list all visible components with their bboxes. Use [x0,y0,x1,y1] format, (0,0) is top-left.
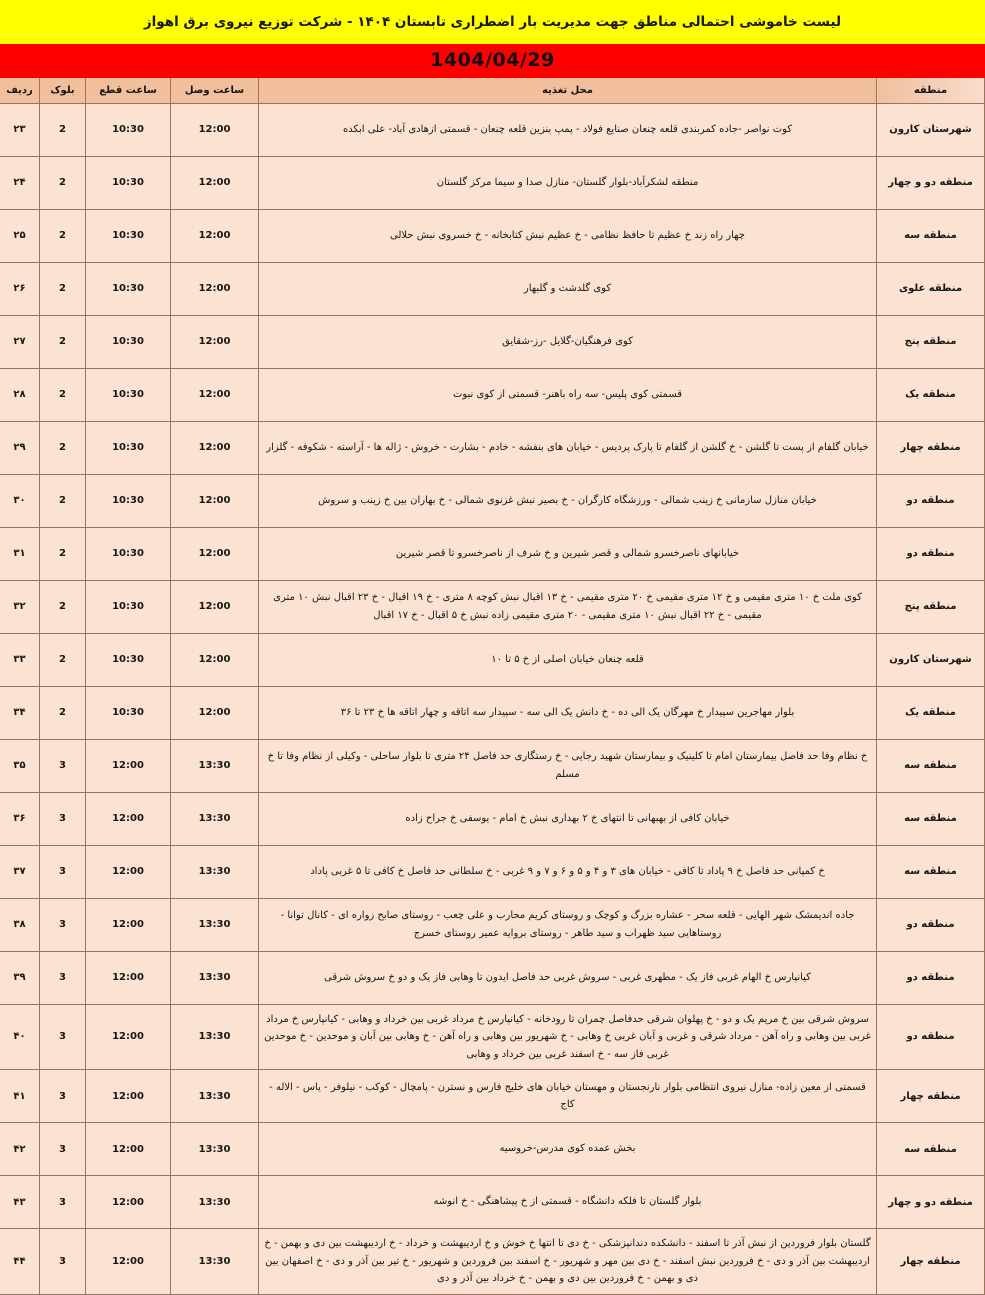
column-header-region: منطقه [877,77,985,103]
table-row [0,421,985,474]
cell-connect-time: 12:00 [171,103,259,156]
cell-row-number: ۲۸ [0,368,40,421]
cell-region: منطقه سه [877,845,985,898]
cell-region: منطقه یک [877,686,985,739]
cell-row-number: ۳۹ [0,951,40,1004]
cell-region: منطقه سه [877,1123,985,1176]
cell-block: 3 [40,739,86,792]
cell-block: 3 [40,1070,86,1123]
cell-cut-time: 10:30 [86,580,171,633]
date-banner [0,44,985,76]
table-row [0,474,985,527]
cell-block: 2 [40,633,86,686]
cell-row-number: ۴۴ [0,1229,40,1295]
column-header-cut-time: ساعت قطع [86,77,171,103]
cell-connect-time: 12:00 [171,421,259,474]
cell-connect-time: 12:00 [171,209,259,262]
table-row [0,1176,985,1229]
cell-block: 3 [40,1229,86,1295]
cell-cut-time: 10:30 [86,315,171,368]
cell-region: منطقه دو [877,527,985,580]
cell-block: 2 [40,156,86,209]
cell-row-number: ۲۳ [0,103,40,156]
table-row [0,739,985,792]
table-row [0,898,985,951]
cell-place: چهار راه زند خ عظیم تا حافظ نظامی - خ عظیم نبش کتابخانه - خ خسروی نبش حلالی [259,209,877,262]
table-row [0,262,985,315]
cell-region: منطقه علوی [877,262,985,315]
cell-connect-time: 12:00 [171,633,259,686]
cell-connect-time: 12:00 [171,474,259,527]
cell-block: 2 [40,315,86,368]
table-row [0,951,985,1004]
cell-block: 3 [40,845,86,898]
cell-connect-time: 13:30 [171,1070,259,1123]
cell-block: 2 [40,580,86,633]
cell-place: قسمتی از معین زاده- منازل نیروی انتظامی بلوار نارنجستان و مهستان خیابان های خلیج فارس و نسترن - پامچال - کوکب - نیلوفر - یاس - الاله - کاج [259,1070,877,1123]
cell-row-number: ۴۰ [0,1004,40,1070]
cell-place: خیابان گلفام از پست تا گلشن - خ گلشن از گلفام تا پارک پردیس - خیابان های بنفشه - خادم - بشارت - خروش - ژاله ها - آراسته - شکوفه - گلزار [259,421,877,474]
table-row [0,156,985,209]
cell-block: 3 [40,1004,86,1070]
cell-block: 3 [40,792,86,845]
cell-region: منطقه دو [877,474,985,527]
cell-cut-time: 12:00 [86,792,171,845]
cell-block: 2 [40,686,86,739]
cell-cut-time: 12:00 [86,1123,171,1176]
cell-row-number: ۳۱ [0,527,40,580]
cell-cut-time: 10:30 [86,421,171,474]
column-header-place: محل تغذیه [259,77,877,103]
outage-table [0,76,985,1295]
cell-connect-time: 12:00 [171,527,259,580]
cell-block: 2 [40,527,86,580]
cell-cut-time: 12:00 [86,1176,171,1229]
table-row [0,686,985,739]
cell-place: بخش عمده کوی مدرس-خروسیه [259,1123,877,1176]
cell-place: خ کمپانی حد فاصل خ ۹ پاداد تا کافی - خیابان های ۳ و ۴ و ۵ و ۶ و ۷ و ۹ غربی - خ سلطانی حد فاصل خ کافی تا ۵ غربی پاداد [259,845,877,898]
cell-place: خیابان منازل سازمانی خ زینب شمالی - ورزشگاه کارگران - خ بصیر نبش غزنوی شمالی - خ بهاران بین خ زینب و سروش [259,474,877,527]
cell-cut-time: 10:30 [86,156,171,209]
cell-cut-time: 12:00 [86,898,171,951]
cell-place: کوی گلدشت و گلبهار [259,262,877,315]
cell-block: 2 [40,368,86,421]
column-header-connect-time: ساعت وصل [171,77,259,103]
cell-place: بلوار مهاجرین سپیدار خ مهرگان یک الی ده - خ دانش یک الی سه - سپیدار سه اتاقه و چهار اتاقه ها خ ۲۳ تا ۳۶ [259,686,877,739]
cell-row-number: ۳۸ [0,898,40,951]
cell-connect-time: 12:00 [171,580,259,633]
cell-region: شهرستان کارون [877,103,985,156]
cell-place: بلوار گلستان تا فلکه دانشگاه - قسمتی از خ پیشاهنگی - خ انوشه [259,1176,877,1229]
schedule-date: 1404/04/29 [430,49,555,71]
table-row [0,1229,985,1295]
cell-cut-time: 10:30 [86,262,171,315]
cell-connect-time: 13:30 [171,792,259,845]
cell-place: کوت نواصر -جاده کمربندی قلعه چنعان صنایع فولاد - پمپ بنزین قلعه چنعان - قسمتی ازهادی آباد- علی ابکده [259,103,877,156]
table-row [0,315,985,368]
cell-cut-time: 10:30 [86,209,171,262]
cell-cut-time: 12:00 [86,1004,171,1070]
table-row [0,1070,985,1123]
cell-region: منطقه چهار [877,1229,985,1295]
table-row [0,1004,985,1070]
cell-row-number: ۲۴ [0,156,40,209]
cell-place: جاده اندیمشک شهر الهایی - قلعه سحر - عشاره بزرگ و کوچک و روستای کریم محارب و علی چعب - روستای صابح زواره ای - کانال توانا - روستاهایی سید ظهراب و سید طاهر - روستای بروایه عمیر روستای خسرج [259,898,877,951]
cell-connect-time: 13:30 [171,845,259,898]
cell-place: کوی ملت خ ۱۰ متری مقیمی و خ ۱۲ متری مقیمی خ ۲۰ متری مقیمی - خ ۱۳ اقبال نبش کوچه ۸ متری - خ ۱۹ اقبال - خ ۲۳ اقبال نبش ۱۰ متری مقیمی - خ ۲۲ اقبال نبش ۱۰ متری مقیمی - ۲۰ متری مقیمی زاده نبش خ ۵ اقبال - خ ۱۷ اقبال [259,580,877,633]
table-row [0,368,985,421]
cell-row-number: ۳۳ [0,633,40,686]
cell-connect-time: 13:30 [171,951,259,1004]
table-header [0,77,985,103]
cell-cut-time: 12:00 [86,739,171,792]
cell-row-number: ۳۴ [0,686,40,739]
table-row [0,209,985,262]
cell-block: 3 [40,1176,86,1229]
cell-cut-time: 10:30 [86,368,171,421]
cell-region: شهرستان کارون [877,633,985,686]
cell-region: منطقه دو [877,951,985,1004]
cell-cut-time: 12:00 [86,1229,171,1295]
cell-row-number: ۲۵ [0,209,40,262]
table-row [0,103,985,156]
cell-place: کیانپارس خ الهام غربی فاز یک - مطهری غربی - سروش غربی حد فاصل ایدون تا وهابی فاز یک و دو خ سروش شرقی [259,951,877,1004]
table-row [0,633,985,686]
cell-block: 2 [40,421,86,474]
cell-cut-time: 12:00 [86,845,171,898]
cell-region: منطقه پنج [877,315,985,368]
cell-connect-time: 13:30 [171,1004,259,1070]
cell-block: 2 [40,474,86,527]
table-body [0,103,985,1294]
cell-connect-time: 12:00 [171,686,259,739]
table-row [0,1123,985,1176]
cell-region: منطقه پنج [877,580,985,633]
cell-row-number: ۳۵ [0,739,40,792]
column-header-radif: ردیف [0,77,40,103]
cell-connect-time: 13:30 [171,1229,259,1295]
cell-row-number: ۳۰ [0,474,40,527]
cell-cut-time: 12:00 [86,1070,171,1123]
cell-connect-time: 13:30 [171,1176,259,1229]
cell-place: خ نظام وفا حد فاصل بیمارستان امام تا کلینیک و بیمارستان شهید رجایی - خ رستگاری حد فاصل ۲۴ متری تا بلوار ساحلی - وکیلی از نظام وفا تا خ مسلم [259,739,877,792]
cell-connect-time: 13:30 [171,1123,259,1176]
cell-region: منطقه دو و چهار [877,156,985,209]
cell-connect-time: 12:00 [171,156,259,209]
cell-cut-time: 10:30 [86,474,171,527]
cell-region: منطقه چهار [877,1070,985,1123]
cell-place: قسمتی کوی پلیس- سه راه باهنر- قسمتی از کوی نبوت [259,368,877,421]
cell-connect-time: 13:30 [171,898,259,951]
cell-cut-time: 10:30 [86,633,171,686]
cell-place: کوی فرهنگیان-گلایل -رز-شقایق [259,315,877,368]
cell-row-number: ۴۱ [0,1070,40,1123]
cell-place: سروش شرقی بین خ مریم یک و دو - خ پهلوان شرقی حدفاصل چمران تا رودخانه - کیانپارس خ مرداد غربی بین خرداد و وهابی - کیانپارس خ مرداد غربی بین وهابی و راه آهن - مرداد شرقی و غربی و آبان غربی خ وهابی - خ شهریور بین وهابی و راه آهن - خ وهابی بین آبان و موحدین - خ موحدین غربی فاز سه - خ اسفند غربی بین خرداد و وهابی [259,1004,877,1070]
cell-row-number: ۳۶ [0,792,40,845]
cell-region: منطقه دو [877,898,985,951]
table-row [0,845,985,898]
cell-cut-time: 10:30 [86,527,171,580]
cell-region: منطقه سه [877,209,985,262]
title-banner [0,0,985,44]
cell-connect-time: 12:00 [171,315,259,368]
cell-place: گلستان بلوار فروردین از نبش آذر تا اسفند - دانشکده دندانپزشکی - خ دی تا انتها خ خوش و خ اردیبهشت و خرداد - خ اردیبهشت بین دی و بهمن - خ اردیبهشت بین آذر و دی - خ فروردین نبش اسفند - خ دی بین مهر و شهریور - خ اسفند بین فروردین و شهریور - خ تیر بین آذر و دی - خ اصفهان بین دی و بهمن - خ فروردین بین دی و بهمن - خ خرداد بین آذر و دی [259,1229,877,1295]
cell-row-number: ۴۲ [0,1123,40,1176]
cell-place: منطقه لشکرآباد-بلوار گلستان- منازل صدا و سیما مرکز گلستان [259,156,877,209]
cell-block: 2 [40,103,86,156]
cell-row-number: ۳۷ [0,845,40,898]
cell-connect-time: 12:00 [171,262,259,315]
cell-region: منطقه یک [877,368,985,421]
table-row [0,580,985,633]
cell-block: 3 [40,951,86,1004]
cell-row-number: ۲۷ [0,315,40,368]
column-header-block: بلوک [40,77,86,103]
cell-cut-time: 10:30 [86,103,171,156]
cell-row-number: ۲۶ [0,262,40,315]
cell-connect-time: 12:00 [171,368,259,421]
cell-row-number: ۲۹ [0,421,40,474]
cell-block: 3 [40,898,86,951]
cell-cut-time: 10:30 [86,686,171,739]
cell-row-number: ۳۲ [0,580,40,633]
cell-region: منطقه سه [877,792,985,845]
cell-region: منطقه دو [877,1004,985,1070]
cell-place: خیابانهای ناصرخسرو شمالی و قصر شیرین و خ شرف از ناصرخسرو تا قصر شیرین [259,527,877,580]
cell-region: منطقه چهار [877,421,985,474]
cell-block: 2 [40,262,86,315]
cell-row-number: ۴۳ [0,1176,40,1229]
cell-connect-time: 13:30 [171,739,259,792]
page-title: لیست خاموشی احتمالی مناطق جهت مدیریت بار اضطراری تابستان ۱۴۰۴ - شرکت توزیع نیروی برق اهواز [143,13,842,30]
cell-place: خیابان کافی از بهبهانی تا انتهای خ ۲ بهداری نبش خ امام - یوسفی خ جراح زاده [259,792,877,845]
cell-cut-time: 12:00 [86,951,171,1004]
cell-place: قلعه چنعان خیابان اصلی از خ ۵ تا ۱۰ [259,633,877,686]
table-header-row [0,77,985,103]
cell-region: منطقه سه [877,739,985,792]
table-row [0,527,985,580]
table-row [0,792,985,845]
cell-block: 3 [40,1123,86,1176]
cell-block: 2 [40,209,86,262]
cell-region: منطقه دو و چهار [877,1176,985,1229]
